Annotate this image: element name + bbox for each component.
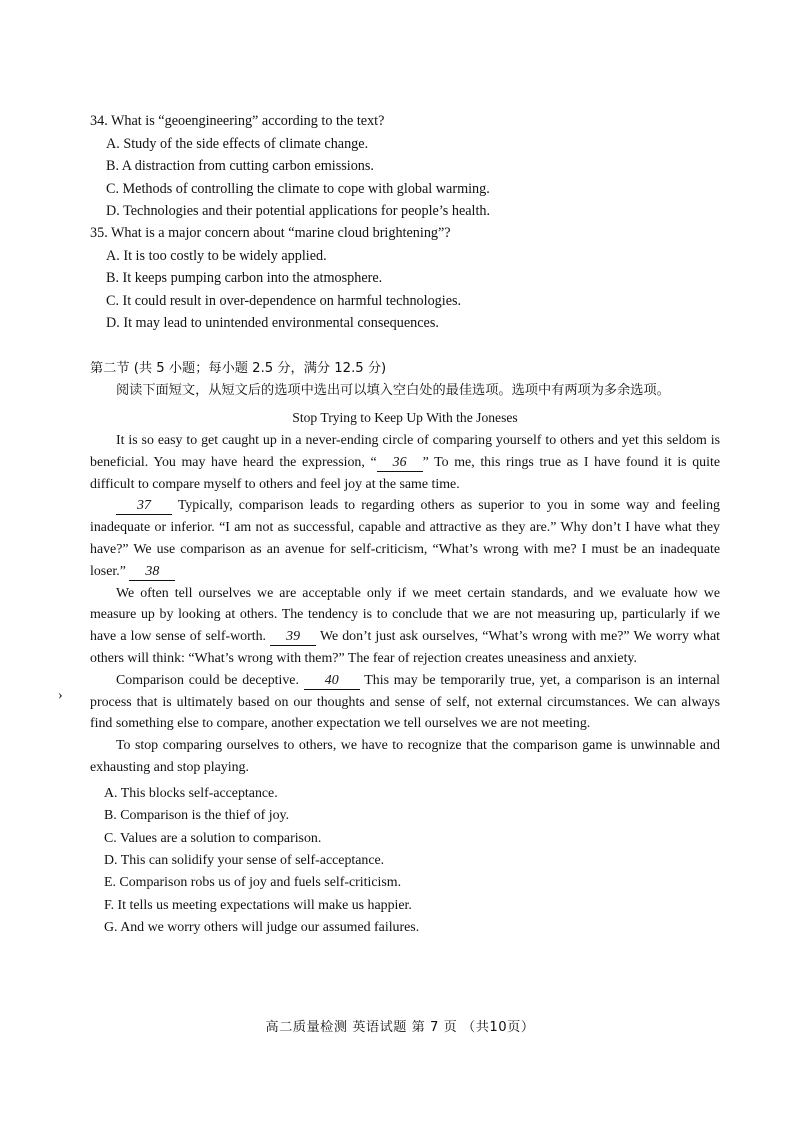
paragraph-2: 37 Typically, comparison leads to regarding others as superior to you in some way and feeling inadequate or inferior. “I am not as successful, capable and attractive as they are.” Why don’t I have what they have?” We use comparison as an avenue for self-criticism, “What’s wrong with me? I must be an inadequate loser.” 38 xyxy=(90,498,720,579)
page-footer: 高二质量检测 英语试题 第 7 页 （共10页） xyxy=(265,1020,535,1035)
blank-38[interactable]: 38 xyxy=(129,564,175,581)
section-instruction: 阅读下面短文，从短文后的选项中选出可以填入空白处的最佳选项。选项中有两项为多余选项。 xyxy=(116,383,670,398)
option-d: D. It may lead to unintended environmental consequences. xyxy=(106,315,439,331)
blank-36[interactable]: 36 xyxy=(377,455,423,472)
option-b: B. A distraction from cutting carbon emissions. xyxy=(106,158,374,174)
section-two xyxy=(90,358,720,939)
choice-g: G. And we worry others will judge our assumed failures. xyxy=(104,920,420,936)
blank-40[interactable]: 40 xyxy=(304,673,360,690)
question-34 xyxy=(90,110,730,223)
question-stem: 35. What is a major concern about “marine cloud brightening”? xyxy=(90,225,451,241)
choice-d: D. This can solidify your sense of self-acceptance. xyxy=(104,852,385,868)
passage xyxy=(90,430,720,779)
paragraph-5: To stop comparing ourselves to others, we have to recognize that the comparison game is unwinnable and exhausting and stop playing. xyxy=(90,738,720,775)
option-c: C. Methods of controlling the climate to cope with global warming. xyxy=(106,180,490,197)
choice-f: F. It tells us meeting expectations will make us happier. xyxy=(104,897,412,913)
choice-a: A. This blocks self-acceptance. xyxy=(104,785,278,801)
option-a: A. Study of the side effects of climate change. xyxy=(106,135,369,152)
choice-c: C. Values are a solution to comparison. xyxy=(104,830,322,846)
option-a: A. It is too costly to be widely applied. xyxy=(106,247,327,264)
question-stem: 34. What is “geoengineering” according to the text? xyxy=(90,113,385,129)
section-heading: 第二节 (共 5 小题；每小题 2.5 分，满分 12.5 分) xyxy=(90,361,387,376)
option-b: B. It keeps pumping carbon into the atmosphere. xyxy=(106,270,383,286)
blank-37[interactable]: 37 xyxy=(116,498,172,515)
paragraph-4: Comparison could be deceptive. 40 This may be temporarily true, yet, a comparison is an internal process that is ultimately based on our thoughts and sense of self, not external circumstances. We can always find something else to compare, another expectation we tell ourselves we are not meeting. xyxy=(90,672,720,732)
passage-title: Stop Trying to Keep Up With the Joneses xyxy=(292,410,518,425)
choice-b: B. Comparison is the thief of joy. xyxy=(104,808,290,824)
choice-e: E. Comparison robs us of joy and fuels self-criticism. xyxy=(104,875,402,891)
paragraph-1: It is so easy to get caught up in a never-ending circle of comparing yourself to others and yet this seldom is beneficial. You may have heard the expression, “ 36 ” To me, this rings true as I have found it is quite difficult to compare myself to others and feel joy at the same time. xyxy=(90,433,720,492)
answer-choices xyxy=(90,783,720,940)
blank-39[interactable]: 39 xyxy=(270,629,316,646)
paragraph-3: We often tell ourselves we are acceptable only if we meet certain standards, and we evaluate how we measure up by looking at others. The tendency is to conclude that we are not measuring up, particularly if we have a low sense of self-worth. 39 We don’t just ask ourselves, “What’s wrong with me?” We worry what others will think: “What’s wrong with them?” The fear of rejection creates uneasiness and anxiety. xyxy=(90,585,721,666)
option-d: D. Technologies and their potential applications for people’s health. xyxy=(106,203,491,219)
question-35 xyxy=(90,222,730,335)
margin-mark: › xyxy=(58,688,63,703)
option-c: C. It could result in over-dependence on harmful technologies. xyxy=(106,292,462,309)
